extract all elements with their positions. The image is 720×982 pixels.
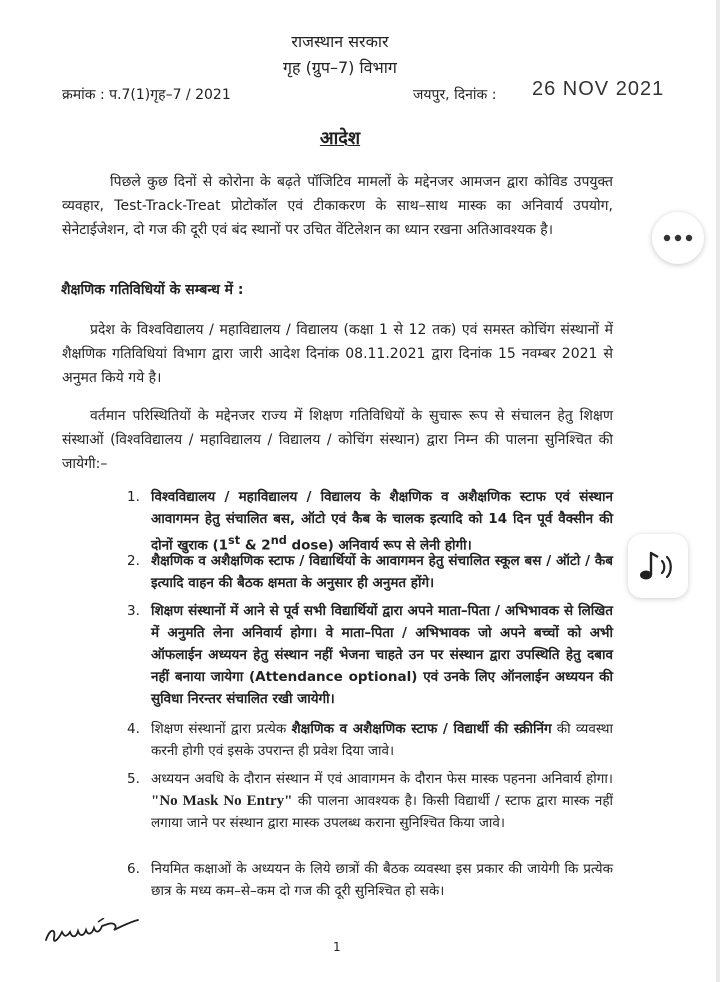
more-options-icon [663,234,693,242]
place-date-label: जयपुर, दिनांक : [413,87,497,103]
item-number: 1. [127,489,140,505]
reference-number: क्रमांक : प.7(1)गृह–7 / 2021 [62,87,231,103]
more-options-button[interactable] [652,212,704,264]
intro-paragraph: पिछले कुछ दिनों से कोरोना के बढ़ते पॉजिटिव मामलों के मद्देनजर आमजन द्वारा कोविड उपयुक्त व्यवहार, Test-Track-Treat प्रोटोकॉल एवं टीकाकरण के साथ–साथ मास्क का अनिवार्य उपयोग, सेनेटाईजेशन, दो गज की दूरी एवं बंद स्थानों पर उचित वेंटिलेशन का ध्यान रखना अतिआवश्यक है। [62,174,613,238]
signature [44,918,140,954]
department-name: गृह (ग्रुप–7) विभाग [283,58,397,77]
section-heading: शैक्षणिक गतिविधियों के सम्बन्ध में : [61,282,244,298]
order-title: आदेश [319,128,361,149]
paragraph-guidelines: वर्तमान परिस्थितियों के मद्देनजर राज्य में शिक्षण गतिविधियों के सुचारू रूप से संचालन हेतु शिक्षण संस्थाओं (विश्वविद्यालय / महाविद्यालय / विद्यालय / कोचिंग संस्थान) द्वारा निम्न की पालना सुनिश्चित की जायेगी:– [62,408,613,472]
item-number: 4. [127,721,140,737]
page-number: 1 [333,940,341,954]
item-text: नियमित कक्षाओं के अध्ययन के लिये छात्रों की बैठक व्यवस्था इस प्रकार की जायेगी कि प्रत्येक छात्र के मध्य कम–से–कम दो गज की दूरी सुनिश्चित हो सके। [151,861,613,899]
date-stamp: 26 NOV 2021 [532,78,665,100]
page-edge [716,0,720,982]
paragraph-permission: प्रदेश के विश्वविद्यालय / महाविद्यालय / विद्यालय (कक्षा 1 से 12 तक) एवं समस्त कोचिंग संस्थानों में शैक्षणिक गतिविधियां विभाग द्वारा जारी आदेश दिनांक 08.11.2021 द्वारा दिनांक 15 नवम्बर 2021 से अनुमत किये गये है। [62,322,613,386]
item-text: विश्वविद्यालय / महाविद्यालय / विद्यालय के शैक्षणिक व अशैक्षणिक स्टाफ एवं संस्थान आवागमन हेतु संचालित बस, ऑटो एवं कैब के चालक इत्यादि को 14 दिन पूर्व वैक्सीन की दोनों खुराक (1st & 2nd dose) अनिवार्य रूप से लेनी होगी। [151,489,613,554]
item-number: 5. [127,771,140,787]
read-aloud-button[interactable] [628,534,688,598]
item-text: अध्ययन अवधि के दौरान संस्थान में एवं आवागमन के दौरान फेस मास्क पहनना अनिवार्य होगा। "No Mask No Entry" की पालना आवश्यक है। किसी विद्यार्थी / स्टाफ द्वारा मास्क नहीं लगाया जाने पर संस्थान द्वारा मास्क उपलब्ध कराना सुनिश्चित किया जावे। [151,771,613,831]
item-text: शिक्षण संस्थानों में आने से पूर्व सभी विद्यार्थियों द्वारा अपने माता–पिता / अभिभावक से लिखित में अनुमति लेना अनिवार्य होगा। वे माता–पिता / अभिभावक जो अपने बच्चों को अभी ऑफलाईन अध्ययन हेतु संस्थान नहीं भेजना चाहते उन पर संस्थान द्वारा उपस्थिति हेतु दबाव नहीं बनाया जायेगा (Attendance optional) एवं उनके लिए ऑनलाईन अध्ययन की सुविधा निरन्तर संचालित रखी जायेगी। [151,603,613,707]
item-number: 2. [127,553,140,569]
item-number: 3. [127,603,140,619]
item-text: शैक्षणिक व अशैक्षणिक स्टाफ / विद्यार्थियों के आवागमन हेतु संचालित स्कूल बस / ऑटो / कैब इत्यादि वाहन की बैठक क्षमता के अनुसार ही अनुमत होंगे। [151,553,613,591]
government-name: राजस्थान सरकार [291,32,389,51]
item-text: शिक्षण संस्थानों द्वारा प्रत्येक शैक्षणिक व अशैक्षणिक स्टाफ / विद्यार्थी की स्क्रीनिंग की व्यवस्था करनी होगी एवं इसके उपरान्त ही प्रवेश दिया जावे। [151,721,613,759]
item-number: 6. [127,861,140,877]
read-aloud-icon [638,549,678,583]
